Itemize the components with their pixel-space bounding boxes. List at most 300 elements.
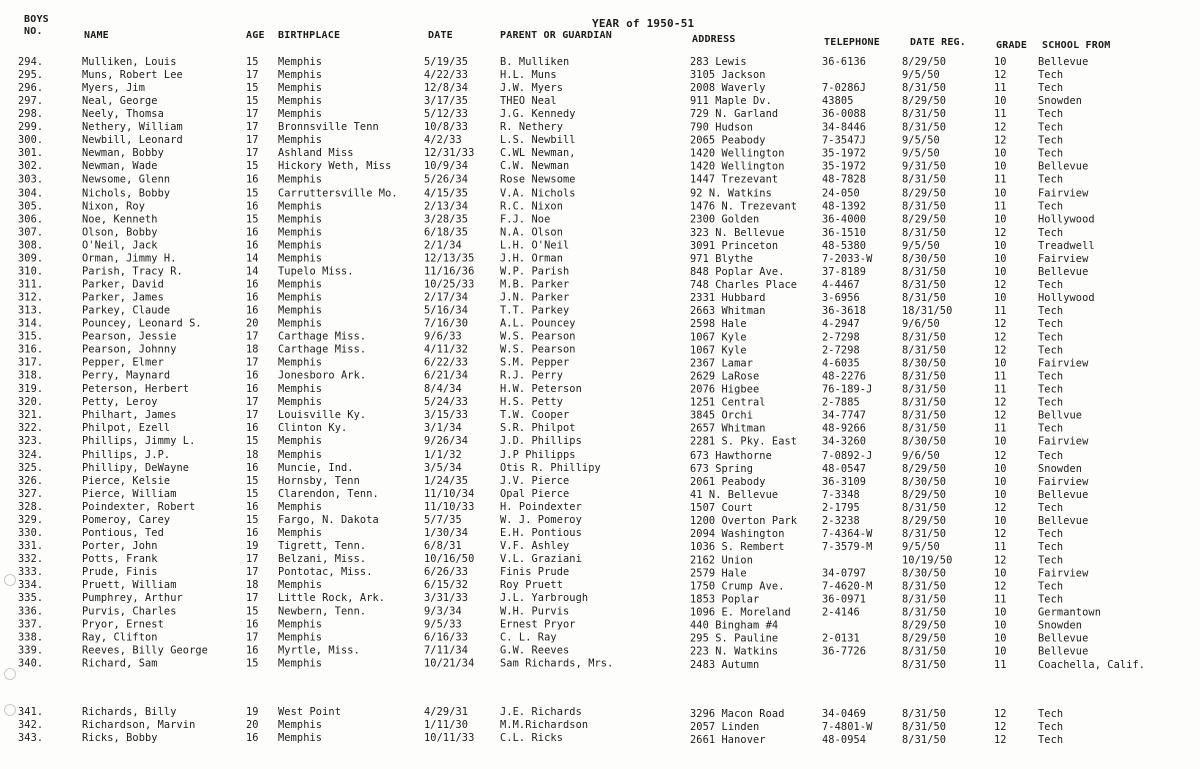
parent-guardian: G.W. Reeves <box>500 644 570 657</box>
address: 1447 Trezevant <box>690 173 779 186</box>
school-from: Tech <box>1038 69 1064 82</box>
address: 2065 Peabody <box>690 134 766 147</box>
student-name: Reeves, Billy George <box>82 644 208 657</box>
date-registered: 8/31/50 <box>902 734 947 747</box>
row-number: 325. <box>18 461 44 474</box>
telephone: 2-7885 <box>822 396 860 409</box>
row-number: 306. <box>18 212 44 225</box>
birthplace: Muncie, Ind. <box>278 461 354 474</box>
birth-date: 6/8/31 <box>424 539 462 552</box>
school-from: Tech <box>1038 108 1064 121</box>
address: 2300 Golden <box>690 213 760 226</box>
grade: 11 <box>994 305 1007 318</box>
telephone: 35-1972 <box>822 160 867 173</box>
date-registered: 8/31/50 <box>902 593 947 606</box>
student-name: Neely, Thomsa <box>82 108 164 121</box>
school-from: Tech <box>1038 449 1064 462</box>
table-row <box>0 121 1200 134</box>
row-number: 313. <box>18 304 44 317</box>
age: 17 <box>246 631 259 644</box>
parent-guardian: W. J. Pomeroy <box>500 513 582 526</box>
age: 19 <box>246 706 259 718</box>
school-from: Tech <box>1038 278 1064 291</box>
telephone: 2-1795 <box>822 501 860 514</box>
student-name: Richard, Sam <box>82 657 158 670</box>
birthplace: Memphis <box>278 396 323 409</box>
student-name: Pierce, William <box>82 487 177 500</box>
date-registered: 8/31/50 <box>902 501 947 514</box>
school-from: Tech <box>1038 318 1064 331</box>
address: 283 Lewis <box>690 56 747 68</box>
student-name: Neal, George <box>82 95 158 108</box>
school-from: Tech <box>1038 423 1064 436</box>
student-name: Parkey, Claude <box>82 304 171 317</box>
age: 17 <box>246 553 259 566</box>
address: 1476 N. Trezevant <box>690 200 798 213</box>
table-row <box>0 173 1200 186</box>
address: 790 Hudson <box>690 121 753 134</box>
date-registered: 8/31/50 <box>902 121 947 134</box>
age: 18 <box>246 448 259 461</box>
row-number: 300. <box>18 134 44 147</box>
parent-guardian: S.R. Philpot <box>500 422 576 435</box>
grade: 10 <box>994 645 1007 658</box>
student-name: Parish, Tracy R. <box>82 265 183 278</box>
table-row <box>0 730 1200 747</box>
address: 2061 Peabody <box>690 475 766 488</box>
school-from: Tech <box>1038 331 1064 344</box>
grade: 10 <box>994 95 1007 108</box>
birthplace: Carthage Miss. <box>278 343 367 356</box>
student-name: Prude, Finis <box>82 566 158 579</box>
student-name: Newman, Bobby <box>82 147 164 160</box>
parent-guardian: C. L. Ray <box>500 631 557 644</box>
birth-date: 9/5/33 <box>424 618 462 631</box>
date-registered: 8/29/50 <box>902 187 947 200</box>
student-name: Nichols, Bobby <box>82 186 171 199</box>
parent-guardian: Sam Richards, Mrs. <box>500 657 614 670</box>
table-row <box>0 108 1200 121</box>
school-from: Tech <box>1038 226 1064 239</box>
address: 848 Poplar Ave. <box>690 265 785 278</box>
telephone: 37-8189 <box>822 265 867 278</box>
date-registered: 8/31/50 <box>902 721 947 734</box>
student-name: Pearson, Jessie <box>82 330 177 343</box>
parent-guardian: Roy Pruett <box>500 579 563 592</box>
date-registered: 8/29/50 <box>902 488 947 501</box>
birthplace: Memphis <box>278 108 323 121</box>
table-row <box>0 82 1200 95</box>
parent-guardian: W.S. Pearson <box>500 330 576 343</box>
date-registered: 8/31/50 <box>902 409 947 422</box>
age: 17 <box>246 396 259 409</box>
telephone: 36-3618 <box>822 305 867 318</box>
birthplace: Memphis <box>278 69 323 82</box>
birthplace: Jonesboro Ark. <box>278 369 367 382</box>
parent-guardian: Otis R. Phillipy <box>500 461 601 474</box>
grade: 12 <box>994 134 1007 147</box>
birth-date: 5/7/35 <box>424 513 462 526</box>
grade: 10 <box>994 357 1007 370</box>
birthplace: Memphis <box>278 239 323 252</box>
date-registered: 8/29/50 <box>902 514 947 527</box>
row-number: 328. <box>18 500 44 513</box>
birth-date: 10/11/33 <box>424 732 475 745</box>
row-number: 338. <box>18 631 44 644</box>
student-name: Mulliken, Louis <box>82 56 177 68</box>
table-row <box>0 187 1200 200</box>
age: 17 <box>246 356 259 369</box>
date-registered: 9/5/50 <box>902 69 940 82</box>
grade: 11 <box>994 82 1007 95</box>
grade: 12 <box>994 121 1007 134</box>
date-registered: 8/31/50 <box>902 708 947 720</box>
parent-guardian: R.C. Nixon <box>500 199 563 212</box>
row-number: 327. <box>18 487 44 500</box>
birth-date: 10/21/34 <box>424 657 475 670</box>
row-number: 294. <box>18 56 44 68</box>
birth-date: 3/17/35 <box>424 95 469 108</box>
date-registered: 8/29/50 <box>902 56 947 68</box>
grade: 10 <box>994 160 1007 173</box>
parent-guardian: C.WL Newman, <box>500 147 576 160</box>
birthplace: Memphis <box>278 435 323 448</box>
telephone: 48-0954 <box>822 734 867 747</box>
address: 2598 Hale <box>690 318 747 331</box>
age: 17 <box>246 592 259 605</box>
date-registered: 8/31/50 <box>902 278 947 291</box>
table-row <box>0 343 1200 356</box>
table-row <box>0 565 1200 578</box>
telephone: 36-6136 <box>822 56 867 68</box>
grade: 12 <box>994 580 1007 593</box>
telephone: 7-0892-J <box>822 449 873 462</box>
table-row <box>0 317 1200 330</box>
table-row <box>0 448 1200 461</box>
table-row <box>0 643 1200 656</box>
student-name: Pouncey, Leonard S. <box>82 317 202 330</box>
row-number: 307. <box>18 226 44 239</box>
parent-guardian: J.N. Parker <box>500 291 570 304</box>
birth-date: 4/29/31 <box>424 706 469 718</box>
parent-guardian: T.T. Parkey <box>500 304 570 317</box>
school-from: Bellevue <box>1038 488 1089 501</box>
row-number: 296. <box>18 82 44 95</box>
birthplace: Memphis <box>278 173 323 186</box>
birth-date: 4/22/33 <box>424 69 469 82</box>
grade: 10 <box>994 291 1007 304</box>
telephone: 48-9266 <box>822 423 867 436</box>
date-registered: 8/31/50 <box>902 580 947 593</box>
grade: 10 <box>994 488 1007 501</box>
age: 20 <box>246 719 259 732</box>
parent-guardian: J.P Philipps <box>500 448 576 461</box>
student-name: Pontious, Ted <box>82 526 164 539</box>
birth-date: 3/1/34 <box>424 422 462 435</box>
row-number: 341. <box>18 706 44 718</box>
birth-date: 8/4/34 <box>424 383 462 395</box>
row-number: 303. <box>18 173 44 186</box>
student-name: Newsome, Glenn <box>82 173 171 186</box>
telephone: 3-6956 <box>822 291 860 304</box>
table-row <box>0 704 1200 720</box>
birth-date: 2/17/34 <box>424 291 469 304</box>
telephone: 36-1510 <box>822 226 867 239</box>
parent-guardian: C.W. Newman <box>500 160 570 173</box>
birth-date: 10/16/50 <box>424 553 475 566</box>
address: 1067 Kyle <box>690 344 747 357</box>
address: 2629 LaRose <box>690 370 760 383</box>
grade: 10 <box>994 567 1007 580</box>
address: 2579 Hale <box>690 567 747 580</box>
age: 16 <box>246 291 259 304</box>
address: 673 Hawthorne <box>690 449 772 462</box>
date-registered: 9/6/50 <box>902 318 940 331</box>
school-from: Fairview <box>1038 252 1089 265</box>
birthplace: Memphis <box>278 82 323 95</box>
grade: 12 <box>994 331 1007 344</box>
row-number: 301. <box>18 147 44 160</box>
header-telephone: TELEPHONE <box>824 37 880 48</box>
student-name: O'Neil, Jack <box>82 239 158 252</box>
parent-guardian: F.J. Noe <box>500 212 551 225</box>
school-from: Snowden <box>1038 619 1083 632</box>
grade: 12 <box>994 734 1007 747</box>
school-from: Fairview <box>1038 187 1089 200</box>
header-address: ADDRESS <box>692 34 736 45</box>
table-row <box>0 160 1200 173</box>
address: 748 Charles Place <box>690 278 798 291</box>
age: 16 <box>246 304 259 317</box>
date-registered: 9/31/50 <box>902 160 947 173</box>
school-from: Tech <box>1038 527 1064 540</box>
table-row <box>0 408 1200 421</box>
birthplace: Memphis <box>278 317 323 330</box>
row-number: 337. <box>18 618 44 631</box>
address: 2663 Whitman <box>690 305 766 318</box>
birth-date: 9/3/34 <box>424 605 462 618</box>
telephone: 2-7298 <box>822 331 860 344</box>
address: 911 Maple Dv. <box>690 95 772 108</box>
date-registered: 8/31/50 <box>902 396 947 409</box>
age: 16 <box>246 461 259 474</box>
student-name: Phillips, Jimmy L. <box>82 435 196 448</box>
birthplace: Memphis <box>278 56 323 68</box>
date-registered: 8/30/50 <box>902 252 947 265</box>
student-name: Pierce, Kelsie <box>82 474 171 487</box>
birth-date: 10/25/33 <box>424 278 475 291</box>
parent-guardian: H.L. Muns <box>500 69 557 82</box>
telephone: 36-3109 <box>822 475 867 488</box>
birthplace: Memphis <box>278 252 323 265</box>
age: 15 <box>246 160 259 173</box>
table-row <box>0 291 1200 304</box>
birth-date: 9/6/33 <box>424 330 462 343</box>
age: 14 <box>246 252 259 265</box>
grade: 12 <box>994 527 1007 540</box>
parent-guardian: M.M.Richardson <box>500 719 589 732</box>
address: 2657 Whitman <box>690 423 766 436</box>
telephone: 36-7726 <box>822 645 867 658</box>
row-number: 333. <box>18 566 44 579</box>
address: 1067 Kyle <box>690 331 747 344</box>
grade: 10 <box>994 239 1007 252</box>
school-from: Bellevue <box>1038 632 1089 645</box>
table-row <box>0 265 1200 278</box>
grade: 12 <box>994 69 1007 82</box>
student-name: Newman, Wade <box>82 160 158 173</box>
address: 1200 Overton Park <box>690 514 798 527</box>
school-from: Tech <box>1038 147 1064 160</box>
address: 2057 Linden <box>690 721 760 734</box>
grade: 11 <box>994 593 1007 606</box>
school-from: Bellevue <box>1038 160 1089 173</box>
student-name: Richards, Billy <box>82 706 177 718</box>
grade: 12 <box>994 708 1007 720</box>
date-registered: 8/31/50 <box>902 527 947 540</box>
table-row <box>0 200 1200 213</box>
date-registered: 9/6/50 <box>902 449 940 462</box>
school-from: Tech <box>1038 173 1064 186</box>
date-registered: 8/30/50 <box>902 567 947 580</box>
address: 673 Spring <box>690 462 753 475</box>
school-from: Fairview <box>1038 436 1089 449</box>
address: 3091 Princeton <box>690 239 779 252</box>
address: 1420 Wellington <box>690 160 785 173</box>
student-name: Nixon, Roy <box>82 199 145 212</box>
table-row <box>0 356 1200 369</box>
age: 15 <box>246 435 259 448</box>
birth-date: 4/2/33 <box>424 134 462 147</box>
date-registered: 8/30/50 <box>902 475 947 488</box>
parent-guardian: Opal Pierce <box>500 487 570 500</box>
address: 2094 Washington <box>690 527 785 540</box>
telephone: 48-0547 <box>822 462 867 475</box>
school-from: Tech <box>1038 580 1064 593</box>
grade: 10 <box>994 514 1007 527</box>
parent-guardian: Finis Prude <box>500 566 570 579</box>
row-number: 310. <box>18 265 44 278</box>
birth-date: 5/24/33 <box>424 396 469 409</box>
age: 17 <box>246 147 259 160</box>
row-number: 322. <box>18 422 44 435</box>
row-number: 295. <box>18 69 44 82</box>
age: 17 <box>246 330 259 343</box>
age: 15 <box>246 657 259 670</box>
parent-guardian: J.V. Pierce <box>500 474 570 487</box>
school-from: Tech <box>1038 593 1064 606</box>
birth-date: 6/15/32 <box>424 579 469 592</box>
birth-date: 1/24/35 <box>424 474 469 487</box>
age: 15 <box>246 82 259 95</box>
birth-date: 3/15/33 <box>424 409 469 422</box>
date-registered: 18/31/50 <box>902 305 953 318</box>
parent-guardian: H.W. Peterson <box>500 383 582 395</box>
birth-date: 1/30/34 <box>424 526 469 539</box>
date-registered: 8/31/50 <box>902 423 947 436</box>
header-parent: PARENT OR GUARDIAN <box>500 30 612 41</box>
parent-guardian: J.H. Orman <box>500 252 563 265</box>
header-age: AGE <box>246 30 265 41</box>
birth-date: 5/16/34 <box>424 304 469 317</box>
address: 1036 S. Rembert <box>690 541 785 554</box>
row-number: 312. <box>18 291 44 304</box>
parent-guardian: J.W. Myers <box>500 82 563 95</box>
grade: 12 <box>994 278 1007 291</box>
birthplace: Memphis <box>278 212 323 225</box>
parent-guardian: C.L. Ricks <box>500 732 563 745</box>
header-date: DATE <box>428 30 453 41</box>
date-registered: 8/31/50 <box>902 370 947 383</box>
telephone: 7-4801-W <box>822 721 873 734</box>
row-number: 334. <box>18 579 44 592</box>
birthplace: Hickory Weth, Miss <box>278 160 392 173</box>
school-from: Tech <box>1038 396 1064 409</box>
telephone: 34-8446 <box>822 121 867 134</box>
telephone: 7-2033-W <box>822 252 873 265</box>
row-number: 305. <box>18 199 44 212</box>
student-name: Philpot, Ezell <box>82 422 171 435</box>
age: 16 <box>246 422 259 435</box>
telephone: 2-4146 <box>822 606 860 619</box>
parent-guardian: A.L. Pouncey <box>500 317 576 330</box>
birth-date: 6/16/33 <box>424 631 469 644</box>
grade: 11 <box>994 541 1007 554</box>
date-registered: 8/31/50 <box>902 265 947 278</box>
row-number: 317. <box>18 356 44 369</box>
row-number: 309. <box>18 252 44 265</box>
student-name: Phillips, J.P. <box>82 448 171 461</box>
birth-date: 4/11/32 <box>424 343 469 356</box>
school-from: Tech <box>1038 200 1064 213</box>
school-from: Tech <box>1038 82 1064 95</box>
grade: 12 <box>994 226 1007 239</box>
grade: 11 <box>994 173 1007 186</box>
student-name: Richardson, Marvin <box>82 719 196 732</box>
header-birthplace: BIRTHPLACE <box>278 30 341 41</box>
parent-guardian: L.H. O'Neil <box>500 239 570 252</box>
birthplace: Memphis <box>278 291 323 304</box>
row-number: 342. <box>18 719 44 732</box>
date-registered: 8/31/50 <box>902 383 947 396</box>
telephone: 34-0469 <box>822 708 867 720</box>
grade: 11 <box>994 659 1007 672</box>
birthplace: Pontotac, Miss. <box>278 566 373 579</box>
punch-hole-mark <box>4 574 16 586</box>
parent-guardian: W.H. Purvis <box>500 605 570 618</box>
grade: 12 <box>994 554 1007 567</box>
grade: 10 <box>994 187 1007 200</box>
date-registered: 8/31/50 <box>902 344 947 357</box>
address: 1420 Wellington <box>690 147 785 160</box>
school-from: Tech <box>1038 734 1064 747</box>
table-row <box>0 95 1200 108</box>
age: 17 <box>246 121 259 134</box>
telephone: 76-189-J <box>822 383 873 396</box>
address: 2661 Hanover <box>690 734 766 747</box>
birthplace: Memphis <box>278 719 323 732</box>
row-number: 302. <box>18 160 44 173</box>
table-row <box>0 526 1200 539</box>
student-name: Phillipy, DeWayne <box>82 461 190 474</box>
telephone: 34-7747 <box>822 409 867 422</box>
telephone: 48-1392 <box>822 200 867 213</box>
parent-guardian: J.G. Kennedy <box>500 108 576 121</box>
header-school-from: SCHOOL FROM <box>1042 40 1111 51</box>
birth-date: 3/5/34 <box>424 461 462 474</box>
telephone: 7-4620-M <box>822 580 873 593</box>
row-number: 298. <box>18 108 44 121</box>
